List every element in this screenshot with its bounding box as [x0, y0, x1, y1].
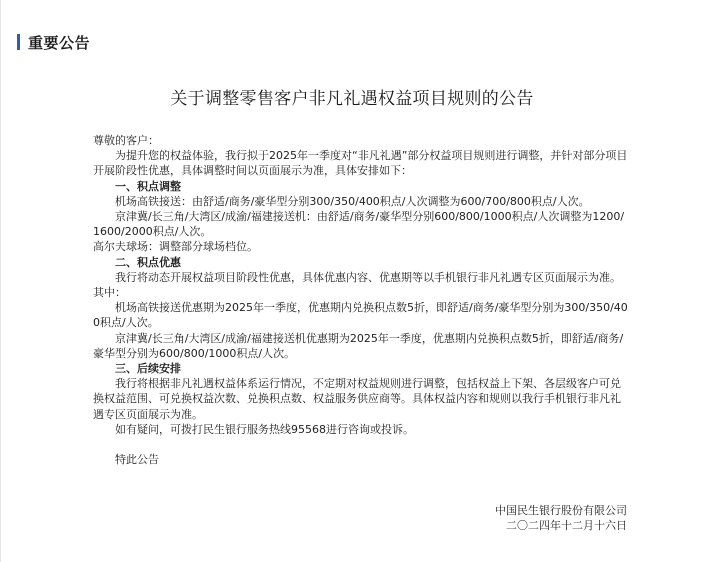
spacer — [93, 437, 628, 452]
issuer-name: 中国民生银行股份有限公司 — [495, 504, 627, 517]
salutation: 尊敬的客户： — [93, 134, 159, 147]
section-header — [17, 33, 90, 51]
notice-title: 关于调整零售客户非凡礼遇权益项目规则的公告 — [170, 89, 534, 109]
section-heading-points-adjustment: 一、积点调整 — [115, 179, 181, 193]
paragraph-airport-rail-discount: 机场高铁接送优惠期为2025年一季度，优惠期内兑换积点数5折，即舒适/商务/豪华型分别为300/350/400积点/人次。 — [93, 301, 628, 330]
notice-body — [93, 133, 628, 467]
section-title: 重要公告 — [28, 33, 91, 52]
closing-text: 特此公告 — [115, 453, 159, 467]
section-heading-follow-up: 三、后续安排 — [115, 362, 181, 376]
paragraph-regional-discount: 京津冀/长三角/大湾区/成渝/福建接送机优惠期为2025年一季度，优惠期内兑换积点数5折，即舒适/商务/豪华型分别为600/800/1000积点/人次。 — [93, 331, 624, 360]
paragraph-golf: 高尔夫球场：调整部分球场档位。 — [93, 240, 258, 254]
section-accent-bar — [17, 34, 20, 50]
paragraph-hotline: 如有疑问，可拨打民生银行服务热线95568进行咨询或投诉。 — [115, 422, 414, 436]
signature-block — [495, 503, 627, 533]
intro-paragraph: 为提升您的权益体验，我行拟于2025年一季度对“非凡礼遇”部分权益项目规则进行调整，并针对部分项目开展阶段性优惠，具体调整时间以页面展示为准，具体安排如下： — [93, 149, 628, 178]
issue-date: 二〇二四年十二月十六日 — [506, 519, 627, 533]
paragraph-regional-transfer: 京津冀/长三角/大湾区/成渝/福建接送机：由舒适/商务/豪华型分别600/800/1000积点/人次调整为1200/1600/2000积点/人次。 — [93, 210, 625, 239]
paragraph-follow-up: 我行将根据非凡礼遇权益体系运行情况，不定期对权益规则进行调整，包括权益上下架、各层级客户可兑换权益范围、可兑换权益次数、兑换积点数、权益服务供应商等。具体权益内容和规则以我行手机银行非凡礼遇专区页面展示为准。 — [93, 377, 621, 421]
paragraph-discount-overview: 我行将动态开展权益项目阶段性优惠，具体优惠内容、优惠期等以手机银行非凡礼遇专区页面展示为准。其中： — [93, 270, 621, 300]
paragraph-airport-rail-transfer: 机场高铁接送：由舒适/商务/豪华型分别300/350/400积点/人次调整为600/700/800积点/人次。 — [115, 194, 590, 208]
section-heading-points-discount: 二、积点优惠 — [115, 255, 181, 269]
